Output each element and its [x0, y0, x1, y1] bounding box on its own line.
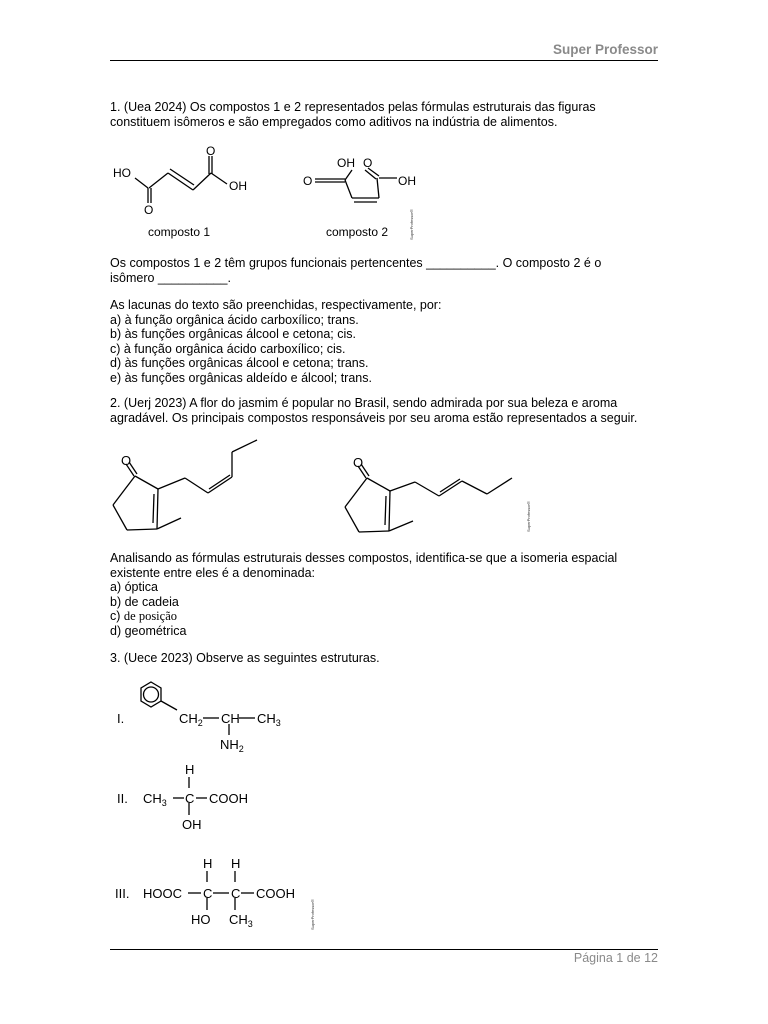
q3-s1-ch3: $CH_3$	[257, 711, 281, 728]
q1-option-b: b) às funções orgânicas álcool e cetona; cis.	[110, 327, 356, 341]
q3-s3-h2: H	[231, 856, 241, 871]
c1-o-top-label: O	[206, 144, 216, 158]
q3-s3-ch3: $CH_3$	[229, 912, 253, 929]
c2-oh-right-label: OH	[398, 174, 416, 188]
q2-option-c	[110, 609, 177, 623]
q2-lead-line1: Analisando as fórmulas estruturais desses compostos, identifica-se que a isomeria espacial	[110, 551, 618, 565]
q3-s1-ch2: $CH_2$	[179, 711, 203, 728]
q2-lead-line2: existente entre eles é a denominada:	[110, 565, 315, 580]
c2-caption: composto 2	[326, 225, 389, 239]
q3-s3-label: III.	[115, 886, 130, 901]
q2-option-a: a) óptica	[110, 580, 158, 594]
q3-s1-label: I.	[117, 711, 125, 726]
q2-stem-line1	[110, 396, 617, 410]
q3-s1-ch: CH	[221, 711, 240, 726]
q2-watermark: SuperProfessor®	[526, 501, 531, 532]
q3-s3-hooc: HOOC	[143, 886, 182, 901]
q3-s3-c2: C	[231, 886, 241, 901]
q1-fill-line2: isômero __________.	[110, 270, 231, 285]
q3-s3-h1: H	[203, 856, 213, 871]
c2-o-top-label: O	[363, 156, 373, 170]
q3-s2-ch3: $CH_3$	[143, 791, 167, 808]
q3-s2-label: II.	[117, 791, 128, 806]
q1-figure	[105, 140, 425, 244]
q2-compound-b-o-label: O	[353, 455, 364, 470]
q1-watermark: SuperProfessor®	[409, 209, 414, 240]
q2-option-b: b) de cadeia	[110, 594, 179, 609]
q3-s1-nh2: $NH_2$	[220, 737, 244, 754]
q3-s2-oh: OH	[182, 817, 202, 832]
c2-o-left-label: O	[303, 174, 313, 188]
header-rule	[110, 60, 658, 61]
q3-s2-cooh: COOH	[209, 791, 248, 806]
q1-lead: As lacunas do texto são preenchidas, respectivamente, por:	[110, 298, 442, 312]
q3-figure	[105, 672, 335, 934]
q2-option-c-text: de posição	[123, 609, 177, 623]
q2-option-d: d) geométrica	[110, 623, 187, 638]
q3-s3-ho: HO	[191, 912, 211, 927]
q1-stem-line1	[110, 100, 596, 114]
q1-stem-text: (Uea 2024) Os compostos 1 e 2 representados pelas fórmulas estruturais das figuras	[123, 100, 596, 114]
q1-option-a: a) à função orgânica ácido carboxílico; trans.	[110, 312, 359, 327]
q3-s2-c: C	[185, 791, 195, 806]
q3-s2-h: H	[185, 762, 195, 777]
q3-s3-cooh: COOH	[256, 886, 295, 901]
q1-option-e: e) às funções orgânicas aldeído e álcool; trans.	[110, 370, 372, 385]
q3-number: 3.	[110, 651, 121, 665]
footer-rule	[110, 949, 658, 950]
q1-number: 1.	[110, 100, 121, 114]
q3-stem-text: (Uece 2023) Observe as seguintes estruturas.	[123, 651, 380, 665]
q1-option-d: d) às funções orgânicas álcool e cetona; trans.	[110, 356, 369, 370]
c1-o-bottom-label: O	[144, 203, 154, 217]
c1-caption: composto 1	[148, 225, 211, 239]
q1-option-c: c) à função orgânica ácido carboxílico; cis.	[110, 341, 346, 356]
page-footer-number: Página 1 de 12	[573, 951, 658, 965]
q3-s3-c1: C	[203, 886, 213, 901]
q1-fill-line1: Os compostos 1 e 2 têm grupos funcionais pertencentes __________. O composto 2 é o	[110, 256, 602, 270]
c1-ho-label: HO	[113, 166, 131, 180]
q2-stem-line2: agradável. Os principais compostos responsáveis por seu aroma estão representados a seguir.	[110, 410, 638, 425]
c1-oh-label: OH	[229, 179, 247, 193]
q3-watermark: SuperProfessor®	[310, 899, 315, 930]
c2-oh-top-label: OH	[337, 156, 355, 170]
q2-stem-text: (Uerj 2023) A flor do jasmim é popular no Brasil, sendo admirada por sua beleza e aroma	[123, 396, 618, 410]
q2-option-c-letter: c)	[110, 609, 124, 623]
q2-figure	[105, 432, 535, 542]
q3-stem	[110, 651, 380, 665]
q2-compound-a-o-label: O	[121, 453, 132, 468]
q2-number: 2.	[110, 396, 121, 410]
page-header-brand: Super Professor	[552, 42, 658, 57]
q1-stem-line2: constituem isômeros e são empregados como aditivos na indústria de alimentos.	[110, 114, 558, 129]
